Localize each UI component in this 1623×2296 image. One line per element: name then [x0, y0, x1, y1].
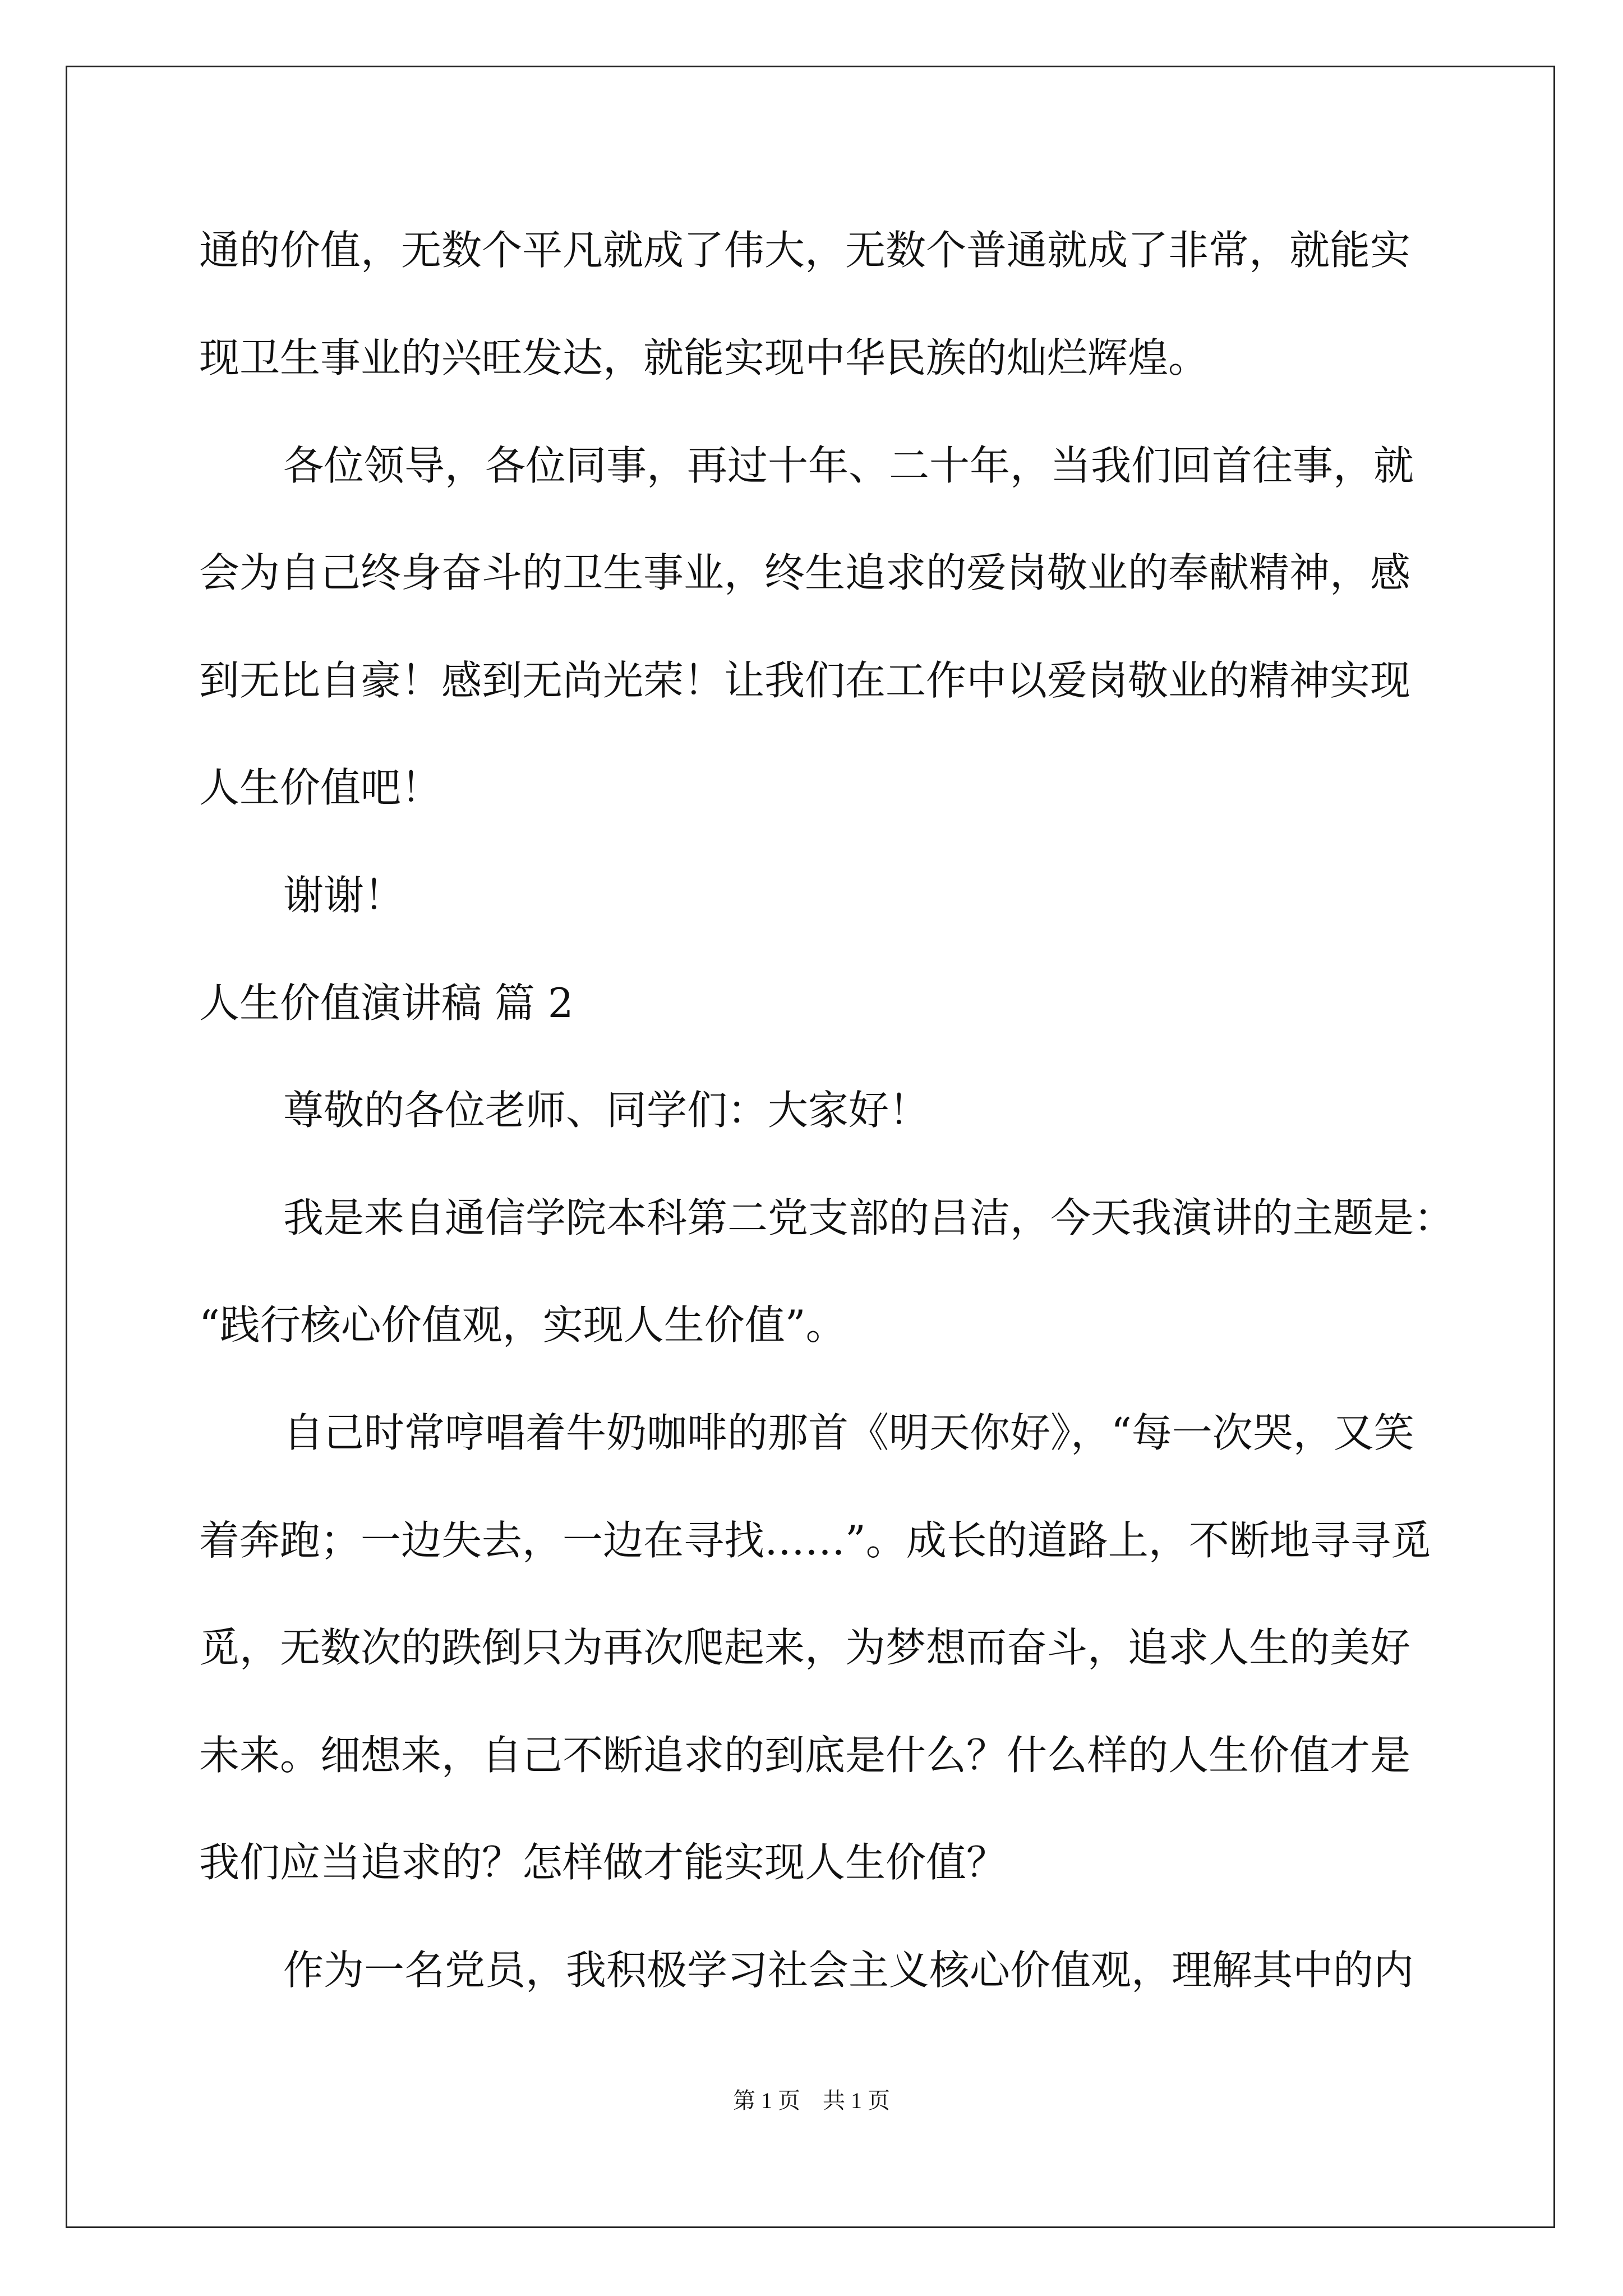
page-footer: 第 1 页 共 1 页 [733, 2088, 890, 2113]
page-border [66, 66, 1555, 2228]
text-line: 自己时常哼唱着牛奶咖啡的那首《明天你好》，“每一次哭，又笑 [283, 1409, 1414, 1456]
text-line: 觅，无数次的跌倒只为再次爬起来，为梦想而奋斗，追求人生的美好 [199, 1624, 1411, 1671]
text-line: 谢谢！ [283, 872, 405, 919]
text-line: 未来。细想来，自己不断追求的到底是什么？什么样的人生价值才是 [199, 1732, 1411, 1779]
text-line: 我是来自通信学院本科第二党支部的吕洁，今天我演讲的主题是： [283, 1194, 1455, 1241]
text-line: 我们应当追求的？怎样做才能实现人生价值？ [199, 1839, 1007, 1886]
text-line: 作为一名党员，我积极学习社会主义核心价值观，理解其中的内 [283, 1947, 1414, 1994]
text-line: “践行核心价值观，实现人生价值”。 [199, 1301, 846, 1349]
text-line: 人生价值吧！ [199, 764, 442, 811]
text-line: 着奔跑；一边失去，一边在寻找……”。成长的道路上，不断地寻寻觅 [199, 1517, 1431, 1564]
text-line: 到无比自豪！感到无尚光荣！让我们在工作中以爱岗敬业的精神实现 [199, 657, 1411, 704]
section-heading: 人生价值演讲稿 篇 2 [199, 979, 574, 1027]
text-line: 尊敬的各位老师、同学们：大家好！ [283, 1087, 930, 1134]
text-line: 会为自己终身奋斗的卫生事业，终生追求的爱岗敬业的奉献精神，感 [199, 549, 1411, 596]
text-line: 现卫生事业的兴旺发达，就能实现中华民族的灿烂辉煌。 [199, 334, 1209, 381]
text-line: 通的价值，无数个平凡就成了伟大，无数个普通就成了非常，就能实 [199, 227, 1411, 274]
text-line: 各位领导，各位同事，再过十年、二十年，当我们回首往事，就 [283, 442, 1414, 489]
